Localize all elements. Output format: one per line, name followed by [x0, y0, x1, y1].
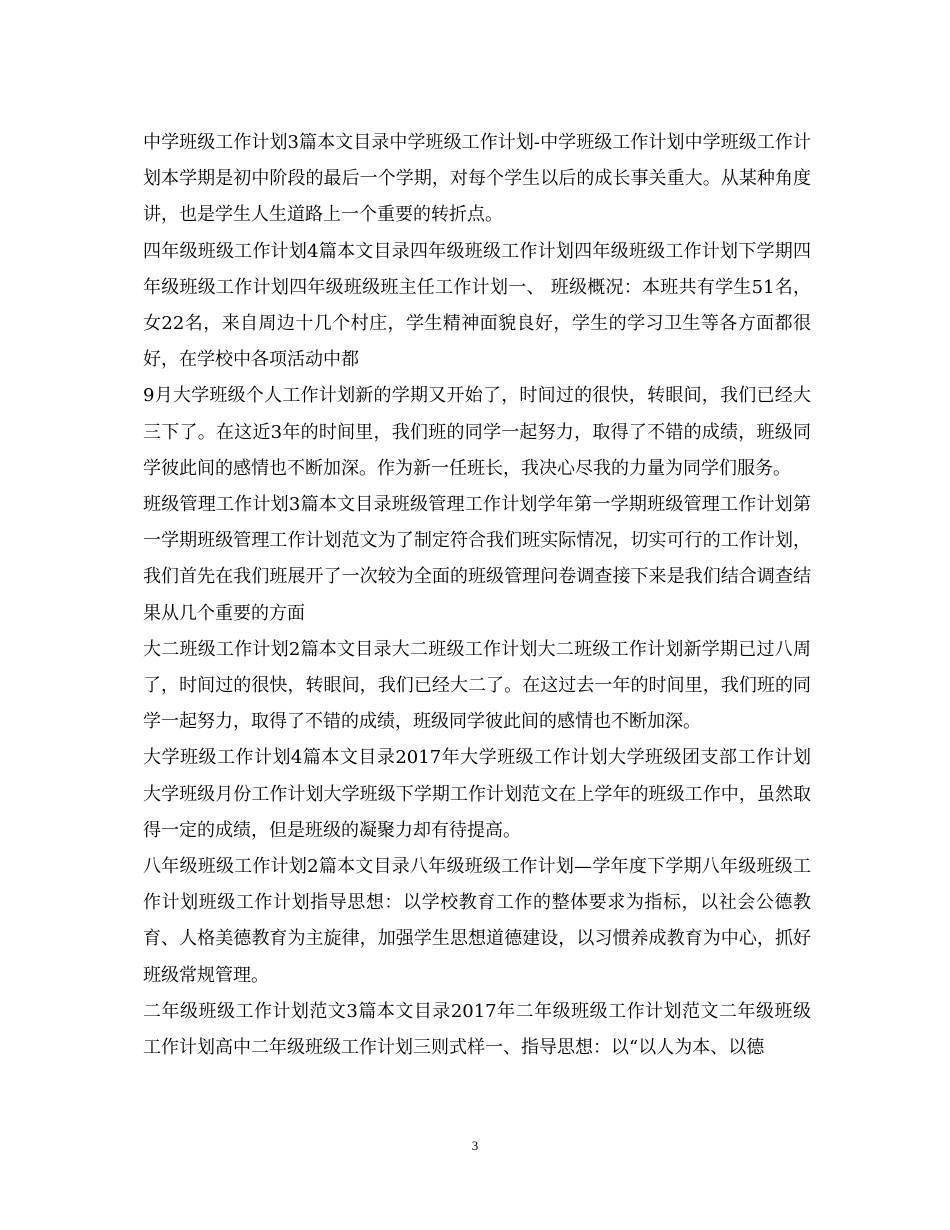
paragraph-grade-four-plan: 四年级班级工作计划4篇本文目录四年级班级工作计划四年级班级工作计划下学期四年级班级工作计划四年级班级班主任工作计划一、 班级概况：本班共有学生51名，女22名，来自周边十几个村庄，学生精神面貌良好，学生的学习卫生等各方面都很好，在学校中各项活动中都 [143, 240, 811, 371]
paragraph-middle-school-plan: 中学班级工作计划3篇本文目录中学班级工作计划-中学班级工作计划中学班级工作计划本学期是初中阶段的最后一个学期，对每个学生以后的成长事关重大。从某种角度讲，也是学生人生道路上一个重要的转折点。 [143, 132, 811, 226]
paragraph-grade-two-plan: 二年级班级工作计划范文3篇本文目录2017年二年级班级工作计划范文二年级班级工作计划高中二年级班级工作计划三则式样一、指导思想：以“以人为本、以德 [143, 1000, 811, 1059]
paragraph-sophomore-plan: 大二班级工作计划2篇本文目录大二班级工作计划大二班级工作计划新学期已过八周了，时间过的很快，转眼间，我们已经大二了。在这过去一年的时间里，我们班的同学一起努力，取得了不错的成绩，班级同学彼此间的感情也不断加深。 [143, 638, 811, 733]
paragraph-september-university-plan: 9月大学班级个人工作计划新的学期又开始了，时间过的很快，转眼间，我们已经大三下了。在这近3年的时间里，我们班的同学一起努力，取得了不错的成绩，班级同学彼此间的感情也不断加深。作为新一任班长，我决心尽我的力量为同学们服务。 [143, 385, 811, 479]
paragraph-class-management-plan: 班级管理工作计划3篇本文目录班级管理工作计划学年第一学期班级管理工作计划第一学期班级管理工作计划范文为了制定符合我们班实际情况，切实可行的工作计划，我们首先在我们班展开了一次较为全面的班级管理问卷调查接下来是我们结合调查结果从几个重要的方面 [143, 494, 811, 624]
paragraph-grade-eight-plan: 八年级班级工作计划2篇本文目录八年级班级工作计划—学年度下学期八年级班级工作计划班级工作计划指导思想：以学校教育工作的整体要求为指标，以社会公德教育、人格美德教育为主旋律，加强学生思想道德建设，以习惯养成教育为中心，抓好班级常规管理。 [143, 856, 811, 986]
paragraph-university-plan: 大学班级工作计划4篇本文目录2017年大学班级工作计划大学班级团支部工作计划大学班级月份工作计划大学班级下学期工作计划范文在上学年的班级工作中，虽然取得一定的成绩，但是班级的凝聚力却有待提高。 [143, 747, 811, 841]
document-body [143, 125, 811, 1066]
page-number: 3 [471, 1138, 479, 1153]
